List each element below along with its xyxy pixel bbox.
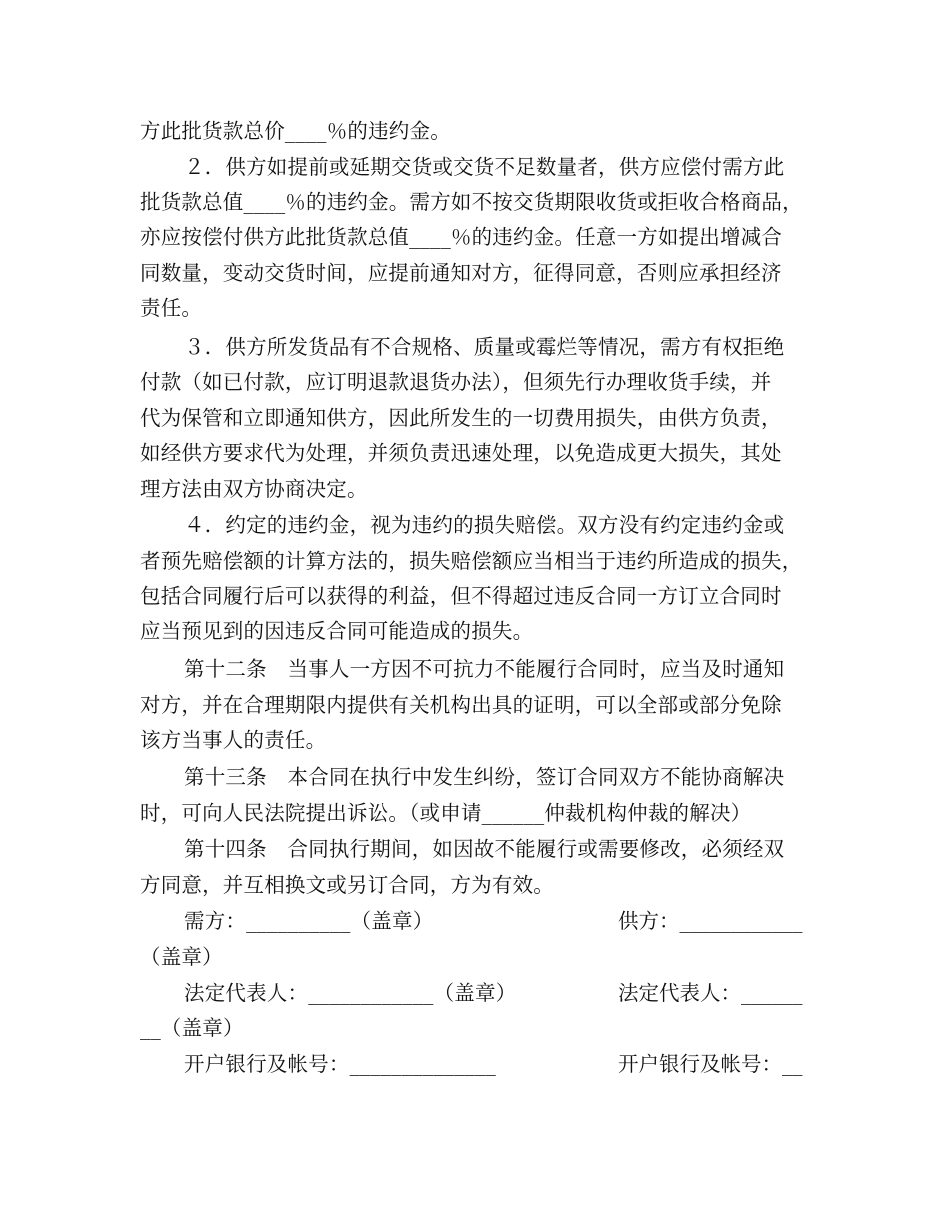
seller-bank-account: 开户银行及帐号：__ <box>618 1052 803 1076</box>
text-line: ２．供方如提前或延期交货或交货不足数量者，供方应偿付需方此 <box>184 155 785 179</box>
buyer-signature: 需方：__________（盖章） <box>184 909 434 933</box>
text-line: 应当预见到的因违反合同可能造成的损失。 <box>140 619 534 643</box>
text-line: 理方法由双方协商决定。 <box>140 477 368 501</box>
seller-representative-seal: __（盖章） <box>140 1016 244 1040</box>
buyer-bank-account: 开户银行及帐号：______________ <box>184 1052 496 1076</box>
text-line: 亦应按偿付供方此批货款总值____％的违约金。任意一方如提出增减合 <box>140 225 783 249</box>
seller-seal: （盖章） <box>140 945 223 969</box>
text-line: 包括合同履行后可以获得的利益，但不得超过违反合同一方订立合同时 <box>140 584 782 608</box>
text-line: ４．约定的违约金，视为违约的损失赔偿。双方没有约定违约金或 <box>184 513 785 537</box>
text-line: 批货款总值____％的违约金。需方如不按交货期限收货或拒收合格商品， <box>140 190 803 214</box>
text-line: 对方，并在合理期限内提供有关机构出具的证明，可以全部或部分免除 <box>140 693 782 717</box>
text-line: ３．供方所发货品有不合规格、质量或霉烂等情况，需方有权拒绝 <box>184 335 785 359</box>
text-line: 代为保管和立即通知供方，因此所发生的一切费用损失，由供方负责， <box>140 406 782 430</box>
seller-signature: 供方：____________ <box>618 909 803 933</box>
article-14-line: 第十四条 合同执行期间，如因故不能履行或需要修改，必须经双 <box>184 837 785 861</box>
text-line: 该方当事人的责任。 <box>140 728 327 752</box>
text-line: 者预先赔偿额的计算方法的，损失赔偿额应当相当于违约所造成的损失， <box>140 549 803 573</box>
article-12-line: 第十二条 当事人一方因不可抗力不能履行合同时，应当及时通知 <box>184 657 785 681</box>
buyer-representative: 法定代表人：____________（盖章） <box>184 981 517 1005</box>
article-13-line: 第十三条 本合同在执行中发生纠纷，签订合同双方不能协商解决 <box>184 765 785 789</box>
text-line: 时，可向人民法院提出诉讼。（或申请______仲裁机构仲裁的解决） <box>140 801 752 825</box>
text-line: 责任。 <box>140 296 203 320</box>
text-line: 同数量，变动交货时间，应提前通知对方，征得同意，否则应承担经济 <box>140 261 782 285</box>
text-line: 付款（如已付款，应订明退款退货办法），但须先行办理收货手续，并 <box>140 370 772 394</box>
text-line: 方同意，并互相换文或另订合同，方为有效。 <box>140 873 554 897</box>
text-line: 方此批货款总价____％的违约金。 <box>140 119 451 143</box>
text-line: 如经供方要求代为处理，并须负责迅速处理，以免造成更大损失，其处 <box>140 441 782 465</box>
seller-representative: 法定代表人：______ <box>618 981 803 1005</box>
